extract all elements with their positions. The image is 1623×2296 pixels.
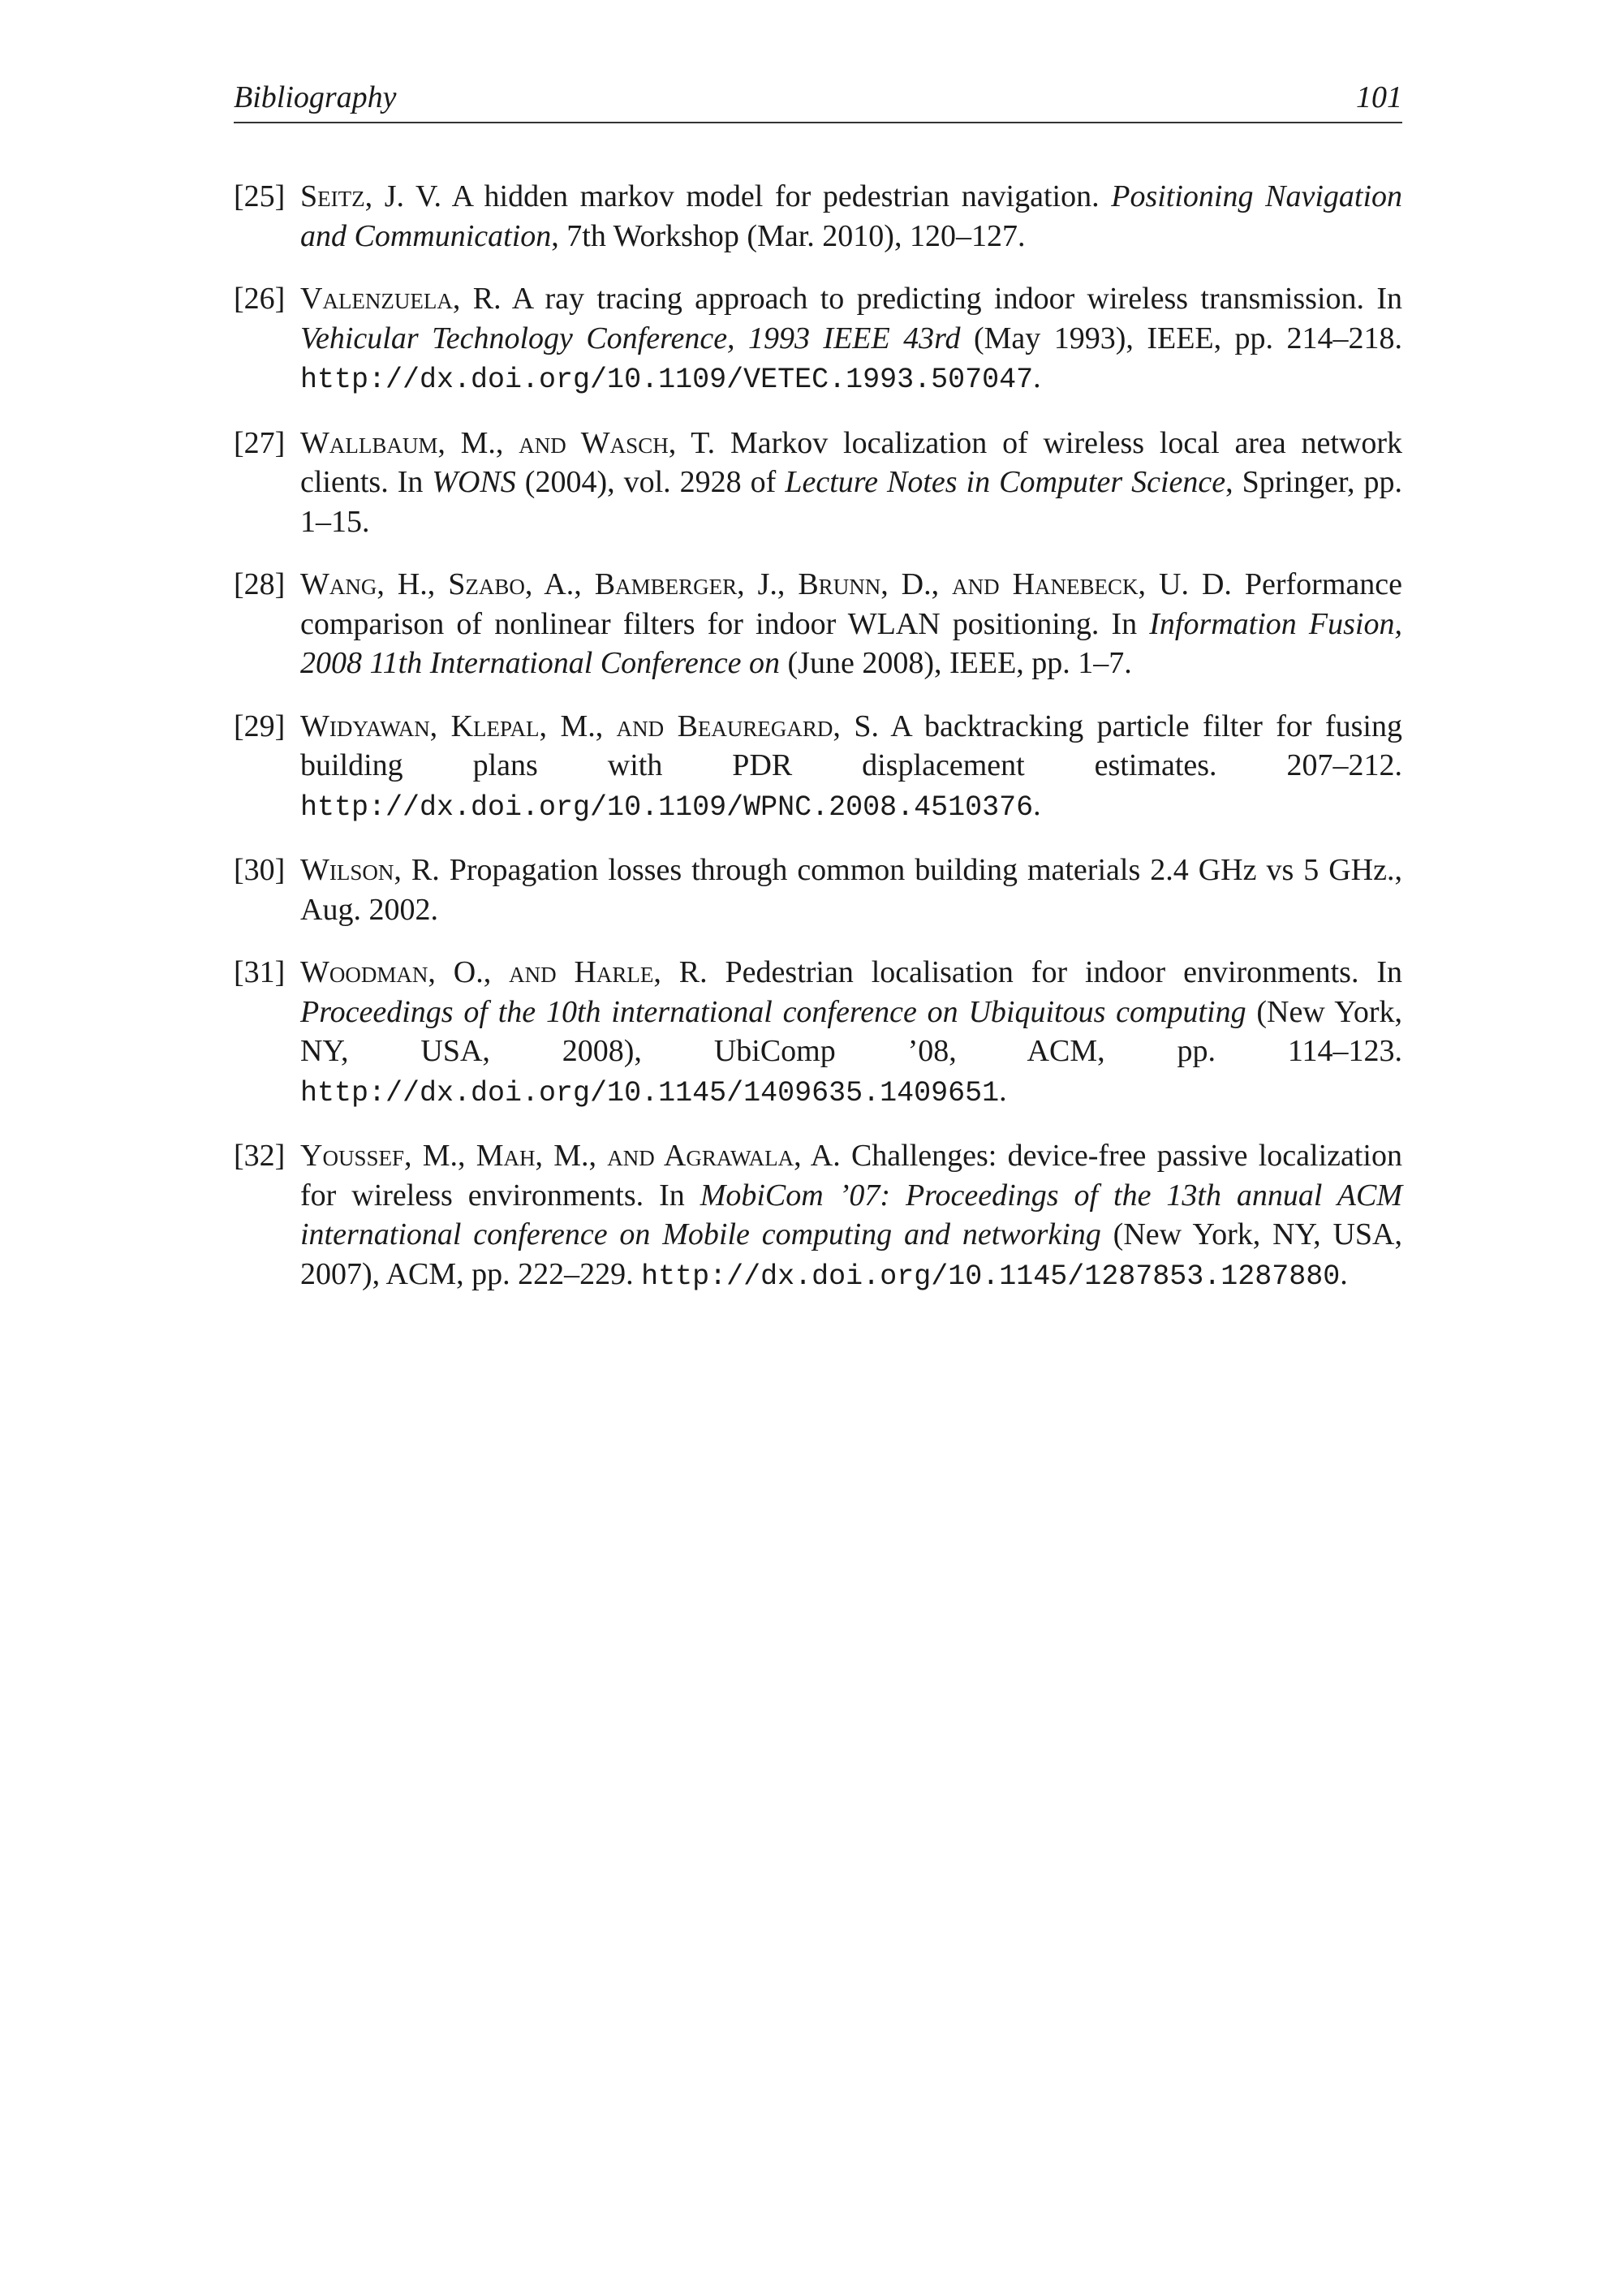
reference-entry bbox=[234, 424, 1402, 542]
reference-venue: Information Fusion, 2008 11th International Conference on bbox=[300, 606, 1402, 680]
reference-authors: Widyawan, Klepal, M., bbox=[300, 709, 617, 743]
reference-and: and bbox=[519, 425, 566, 460]
reference-doi-link[interactable]: http://dx.doi.org/10.1109/VETEC.1993.507047 bbox=[300, 364, 1034, 396]
reference-details: (June 2008), IEEE, pp. 1–7. bbox=[780, 646, 1132, 680]
page bbox=[234, 80, 1402, 1320]
reference-period: . bbox=[1033, 360, 1041, 394]
reference-title: A ray tracing approach to predicting indoor wireless transmission. In bbox=[501, 282, 1402, 316]
reference-authors: Wallbaum, M., bbox=[300, 425, 519, 460]
reference-list bbox=[234, 177, 1402, 1296]
reference-title: Markov localization of wireless local area network clients. In bbox=[300, 425, 1402, 499]
reference-authors: Valenzuela, R. bbox=[300, 282, 502, 316]
reference-title: Propagation losses through common building materials 2.4 GHz vs 5 GHz., Aug. 2002. bbox=[300, 853, 1402, 927]
reference-number: [27] bbox=[234, 425, 286, 460]
reference-entry bbox=[234, 851, 1402, 929]
reference-number: [26] bbox=[234, 282, 286, 316]
reference-details: , Springer, pp. 1–15. bbox=[300, 465, 1402, 539]
reference-doi-link[interactable]: http://dx.doi.org/10.1145/1287853.1287880 bbox=[641, 1260, 1341, 1293]
reference-entry bbox=[234, 707, 1402, 828]
reference-number: [28] bbox=[234, 567, 286, 601]
reference-authors: Wasch, T. bbox=[566, 425, 716, 460]
reference-doi-link[interactable]: http://dx.doi.org/10.1109/WPNC.2008.4510376 bbox=[300, 790, 1034, 824]
reference-number: [31] bbox=[234, 955, 286, 989]
reference-number: [32] bbox=[234, 1139, 286, 1173]
reference-venue: MobiCom ’07: Proceedings of the 13th annual ACM international conference on Mobile computing and networking bbox=[300, 1178, 1402, 1251]
reference-authors: Harle, R. bbox=[556, 955, 708, 989]
reference-details: , 7th Workshop (Mar. 2010), 120–127. bbox=[551, 218, 1026, 253]
reference-entry bbox=[234, 279, 1402, 400]
reference-number: [30] bbox=[234, 853, 286, 887]
reference-title: Pedestrian localisation for indoor environments. In bbox=[707, 955, 1402, 989]
reference-venue: Proceedings of the 10th international conference on Ubiquitous computing bbox=[300, 994, 1246, 1029]
reference-details: (2004), vol. 2928 of bbox=[515, 465, 786, 499]
reference-doi-link[interactable]: http://dx.doi.org/10.1145/1409635.1409651 bbox=[300, 1076, 1000, 1109]
reference-authors: Wang, H., Szabo, A., Bamberger, J., Brunn, D., bbox=[300, 567, 953, 601]
reference-authors: Youssef, M., Mah, M., bbox=[300, 1139, 608, 1173]
reference-title: A backtracking particle filter for fusing building plans with PDR displacement estimates. 207–212. bbox=[300, 709, 1402, 782]
running-header bbox=[234, 80, 1402, 123]
reference-series: Lecture Notes in Computer Science bbox=[785, 465, 1226, 499]
reference-authors: Seitz, J. V. bbox=[300, 179, 442, 213]
reference-entry bbox=[234, 953, 1402, 1113]
reference-and: and bbox=[509, 955, 557, 989]
reference-venue: Vehicular Technology Conference, 1993 IEEE 43rd bbox=[300, 321, 961, 355]
reference-details: (New York, NY, USA, 2008), UbiComp ’08, ACM, pp. 114–123. bbox=[300, 994, 1403, 1068]
page-number: 101 bbox=[1356, 80, 1402, 114]
reference-number: [29] bbox=[234, 709, 286, 743]
reference-details: (New York, NY, USA, 2007), ACM, pp. 222–229. bbox=[300, 1217, 1403, 1291]
reference-authors: Wilson, R. bbox=[300, 853, 440, 887]
reference-authors: Agrawala, A. bbox=[654, 1139, 841, 1173]
reference-number: [25] bbox=[234, 179, 286, 213]
reference-period: . bbox=[1340, 1256, 1348, 1291]
reference-authors: Hanebeck, U. D. bbox=[999, 567, 1232, 601]
reference-title: Challenges: device-free passive localization for wireless environments. In bbox=[300, 1139, 1402, 1213]
section-title: Bibliography bbox=[234, 80, 397, 114]
reference-entry bbox=[234, 565, 1402, 683]
reference-and: and bbox=[952, 567, 1000, 601]
reference-venue: Positioning Navigation and Communication bbox=[300, 179, 1403, 253]
reference-venue: WONS bbox=[432, 465, 516, 499]
reference-and: and bbox=[616, 709, 665, 743]
reference-period: . bbox=[1033, 787, 1041, 822]
reference-title: Performance comparison of nonlinear filters for indoor WLAN positioning. In bbox=[300, 567, 1402, 641]
reference-entry bbox=[234, 1136, 1402, 1296]
reference-title: A hidden markov model for pedestrian navigation. bbox=[441, 179, 1112, 213]
reference-and: and bbox=[607, 1139, 655, 1173]
reference-entry bbox=[234, 177, 1402, 256]
reference-authors: Woodman, O., bbox=[300, 955, 510, 989]
reference-period: . bbox=[999, 1073, 1007, 1108]
reference-details: (May 1993), IEEE, pp. 214–218. bbox=[960, 321, 1402, 355]
reference-authors: Beauregard, S. bbox=[664, 709, 879, 743]
